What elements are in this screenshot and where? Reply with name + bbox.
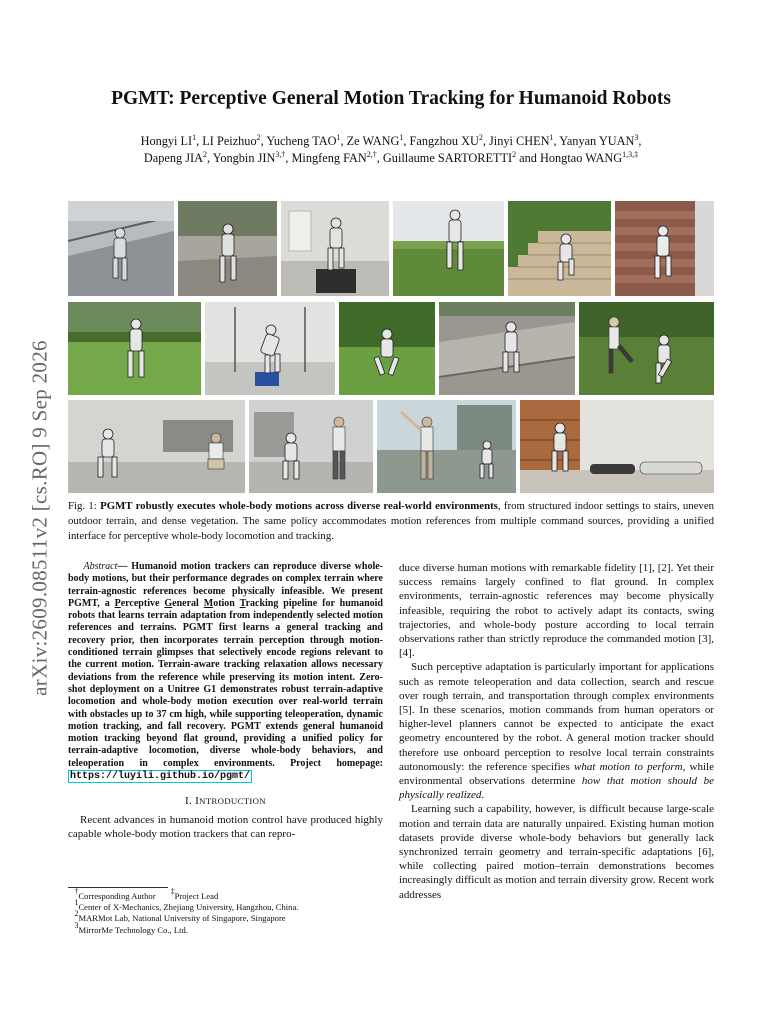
project-homepage-link[interactable]: https://luyili.github.io/pgmt/ [70, 771, 251, 783]
intro-paragraph: Learning such a capability, however, is difficult because large-scale motion and terrain data are naturally unpaired. Existing human motion datasets provide diverse whole-body behaviors but generally lack synchronized terrain geometry and terrain-specific adaptations [6], while collecting paired motion–terrain demonstrations becomes increasingly difficult as motion and terrain diversity grow. Recent work addresses [399, 803, 714, 901]
photo-outdoor-stairs [508, 201, 611, 296]
author: Mingfeng FAN [291, 151, 367, 165]
photo-grass-lawn [393, 201, 504, 296]
figure-photo-grid [68, 201, 714, 493]
arxiv-sidebar [22, 288, 58, 748]
photo-pavement-walking [178, 201, 277, 296]
footnote-roles: †Corresponding Author ‡Project Lead [74, 887, 219, 901]
left-column [68, 561, 383, 841]
photo-indoor-fall-recovery [205, 302, 335, 395]
footnote-rule [68, 887, 168, 888]
paper-title: PGMT: Perceptive General Motion Tracking for Humanoid Robots [111, 88, 671, 109]
photo-park-grass [68, 302, 201, 395]
arxiv-identifier: arXiv:2609.08511v2 [cs.RO] 9 Sep 2026 [27, 340, 52, 696]
author-list: Hongyi $LI^1$, LI Peizhuo$^2$, Yucheng TAO$^1$, Ze WANG$^1$, Fangzhou $XU^2$, Jinyi CHEN$^1$, Yanyan YUAN$^3$, Dapeng JIA$^2$, Yongbin $JIN^{3,\dagger}$, Mingfeng $FAN^{2,\dagger}$, Guillaume SARTORETTI$^2$ and Hongtao $WANG^{1,3,\ddagger}$ [140, 133, 642, 165]
author: Hongyi LI [140, 134, 193, 148]
caption-bold: PGMT robustly executes whole-body motions across diverse real-world environments [100, 500, 498, 512]
section-heading-introduction: I. INTRODUCTION [185, 795, 266, 808]
photo-outdoor-ramp [68, 201, 174, 296]
photo-wooden-stairs [520, 400, 714, 493]
footnotes [68, 887, 383, 936]
author: Ze WANG [346, 134, 400, 148]
photo-pavement-ramp-terrain [439, 302, 575, 395]
caption-text: , from structured indoor settings to stairs, uneven outdoor terrain, and dense vegetation. The same policy accommodates motion references from multiple command sources, providing a unified interface for perceptive whole-body locomotion and tracking. [68, 500, 715, 542]
author: Yanyan YUAN [559, 134, 635, 148]
caption-label: Fig. 1: [68, 500, 97, 512]
footnote-affiliation: $^3$MirrorMe Technology Co., Ltd. [74, 920, 188, 935]
intro-paragraph: duce diverse human motions with remarkable fidelity [1], [2]. Yet their success remains largely confined to flat ground. In complex environments, terrain-agnostic references may become physically infeasible, requiring the robot to actively adapt its contacts, swing trajectories, and whole-body posture according to local terrain observations rather than strictly reproduce the commanded motion [3], [4]. [399, 562, 714, 660]
photo-indoor-box-step [281, 201, 389, 296]
author: LI Peizhuo [202, 134, 257, 148]
photo-office-crouching [68, 400, 245, 493]
author: Fangzhou XU [409, 134, 479, 148]
photo-outdoor-operator [377, 400, 516, 493]
photo-lawn-crouch [339, 302, 435, 395]
author: Dapeng JIA [143, 151, 203, 165]
abstract-label: Abstract [83, 561, 118, 572]
author: Yongbin JIN [212, 151, 276, 165]
footnote-affiliation: $^2$MARMot Lab, National University of Singapore, Singapore [74, 909, 286, 924]
abstract: Abstract— Humanoid motion trackers can reproduce diverse whole-body motions, but their performance degrades on complex terrain where terrain-agnostic references become physically infeasible. We present PGMT, a Perceptive General Motion Tracking pipeline for humanoid robots that learns terrain adaptation from independently selected motion references and terrains. PGMT first learns a general tracking and recovery prior, then incorporates terrain perception through motion-conditioned terrain glimpses that selectively encode regions relevant to the current motion. Terrain-aware tracking relaxation allows necessary deviations from the reference while preserving its motion intent. Zero-shot deployment on a Unitree G1 demonstrates robust terrain-adaptive locomotion and whole-body motion execution over real-world terrain with obstacles up to 37 cm high, while supporting teleoperation, dynamic motion tracking, and fall recovery. PGMT extends general humanoid motion tracking beyond flat ground, providing a unified policy for terrain-adaptive locomotion, diverse whole-body behaviors, and teleoperation in complex environments. Project homepage: https://luyili.github.io/pgmt/ [68, 561, 383, 783]
author: Guillaume SARTORETTI [382, 151, 513, 165]
author: Hongtao WANG [540, 151, 623, 165]
photo-indoor-operator [249, 400, 373, 493]
intro-paragraph: Recent advances in humanoid motion control have produced highly capable whole-body motion trackers that can repro- [68, 814, 383, 841]
intro-paragraph: Such perceptive adaptation is particularly important for applications such as remote teleoperation and data collection, search and rescue over rough terrain, and transportation through complex environments [5]. In these scenarios, motion commands from human operators or higher-level planners cannot be expected to anticipate the exact geometry encountered by the robot. A general motion tracker should therefore use onboard perception to resolve local terrain constraints autonomously: the reference specifies what motion to perform, while environmental observations determine how that motion should be physically realized. [399, 661, 714, 802]
footnote-affiliation: $^1$Center of X-Mechanics, Zhejiang University, Hangzhou, China. [74, 898, 299, 913]
author: Yucheng TAO [266, 134, 337, 148]
author: Jinyi CHEN [489, 134, 550, 148]
photo-teleoperation-kick [579, 302, 714, 395]
photo-brick-stairs [615, 201, 714, 296]
figure-caption [68, 499, 714, 544]
right-column [399, 561, 714, 902]
